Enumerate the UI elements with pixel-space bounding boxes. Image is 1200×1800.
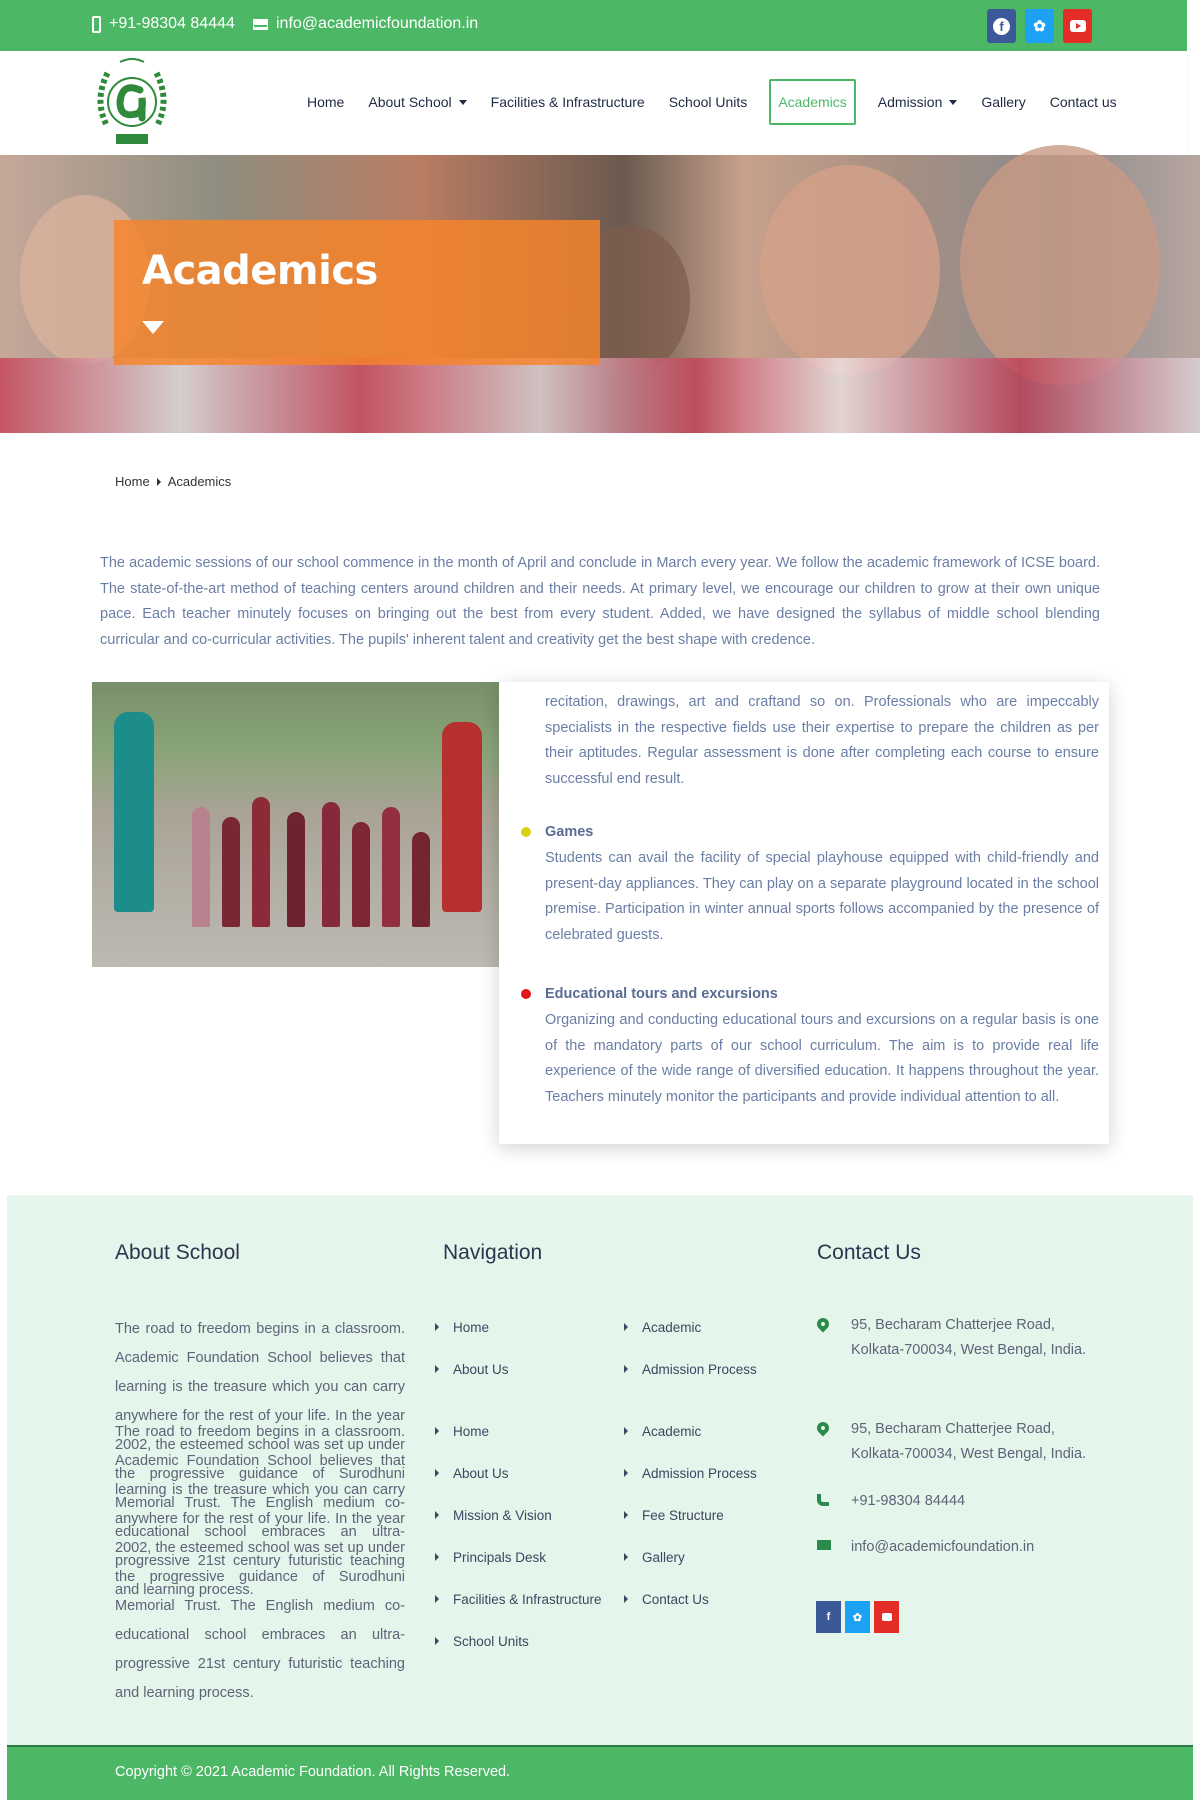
feature-games-text: Students can avail the facility of special playhouse equipped with child-friendly and present-day appliances. They can play on a separate playground located in the school premise. Participation in winter annual sports follows accompanied by the presence of celebrated guests. xyxy=(545,850,1099,943)
photo-person-shape xyxy=(442,722,482,912)
photo-person-shape xyxy=(382,807,400,927)
facebook-icon[interactable]: f xyxy=(987,9,1016,43)
caret-down-icon xyxy=(459,100,467,105)
footer-link-admission-process[interactable] xyxy=(624,1452,757,1494)
footer-link-label: Contact Us xyxy=(642,1591,709,1607)
caret-down-icon xyxy=(949,100,957,105)
footer-link-gallery[interactable] xyxy=(624,1536,757,1578)
footer-link-academic[interactable] xyxy=(624,1306,757,1348)
mobile-phone-icon xyxy=(92,16,101,33)
footer-about-text: The road to freedom begins in a classroom. Academic Foundation School believes that learning is the treasure which you can carry anywhere for the rest of your life. In the year 2002, the esteemed school was set up under the progressive guidance of Surodhuni Memorial Trust. The English medium co-educational school embraces an ultra-progressive 21st century futuristic teaching and learning process. xyxy=(115,1424,405,1701)
hero-banner xyxy=(0,155,1200,433)
photo-person-shape xyxy=(192,807,210,927)
map-pin-icon xyxy=(815,1316,832,1333)
footer-link-label: Academic xyxy=(642,1319,702,1335)
top-phone[interactable] xyxy=(92,15,235,33)
footer-link-facilities[interactable] xyxy=(435,1578,602,1620)
caret-right-icon xyxy=(624,1469,628,1477)
feature-games-title xyxy=(545,824,1099,840)
footer-link-fee-structure[interactable] xyxy=(624,1494,757,1536)
twitter-icon[interactable]: ✿ xyxy=(845,1601,870,1633)
hero-photo-shape xyxy=(760,165,940,375)
card-lead-text: recitation, drawings, art and craftand so on. Professionals who are impeccably specialists in the respective fields use their expertise to prepare the children as per their aptitudes. Regular assessment is done after completing each course to ensure successful end result. xyxy=(545,694,1099,787)
footer-link-label: Home xyxy=(453,1319,490,1335)
photo-person-shape xyxy=(412,832,430,927)
footer-nav-short-right xyxy=(624,1306,757,1390)
footer-link-contact[interactable] xyxy=(624,1578,757,1620)
hero-photo-shape xyxy=(0,358,1200,433)
footer-link-about[interactable] xyxy=(435,1348,509,1390)
caret-right-icon xyxy=(624,1427,628,1435)
feature-tours-title xyxy=(545,986,1099,1002)
main-navigation xyxy=(295,79,1129,125)
site-footer xyxy=(7,1195,1193,1745)
footer-link-label: About Us xyxy=(453,1361,509,1377)
caret-right-icon xyxy=(624,1323,628,1331)
footer-nav-left xyxy=(435,1410,602,1662)
photo-person-shape xyxy=(252,797,270,927)
intro-paragraph: The academic sessions of our school commence in the month of April and conclude in March every year. We follow the academic framework of ICSE board. The state-of-the-art method of teaching centers around children and their needs. At primary level, we encourage our children to grow at their own unique pace. Each teacher minutely focuses on bringing out the best from every student. Added, we have designed the syllabus of middle school blending curricular and co-curricular activities. The pupils' inherent talent and creativity get the best shape with credence. xyxy=(100,555,1100,648)
site-header xyxy=(0,51,1187,155)
breadcrumb-current: Academics xyxy=(167,474,232,489)
nav-facilities-label: Facilities & Infrastructure xyxy=(490,94,645,110)
photo-person-shape xyxy=(114,712,154,912)
footer-email-text: info@academicfoundation.in xyxy=(851,1539,1035,1555)
footer-nav-short-left xyxy=(435,1306,509,1390)
youtube-icon[interactable] xyxy=(1063,9,1092,43)
caret-right-icon xyxy=(435,1427,439,1435)
footer-about-text-preview: The road to freedom begins in a classroom. Academic Foundation School believes that learning is the treasure which you can carry anywhere for the rest of your life. In the year 2002, the esteemed school was set up under the progressive guidance of Surodhuni Memorial Trust. The English medium co-educational school embraces an ultra-progressive 21st century futuristic teaching and learning process. xyxy=(115,1321,405,1598)
bullet-dot-icon xyxy=(521,827,531,837)
footer-address xyxy=(817,1417,1086,1467)
caret-right-icon xyxy=(624,1365,628,1373)
nav-gallery-label: Gallery xyxy=(981,94,1026,110)
caret-right-icon xyxy=(157,478,161,486)
nav-home-label: Home xyxy=(307,94,345,110)
footer-link-label: Admission Process xyxy=(642,1465,757,1481)
school-logo[interactable] xyxy=(92,54,172,150)
footer-nav-heading: Navigation xyxy=(443,1241,543,1264)
caret-right-icon xyxy=(435,1365,439,1373)
footer-link-mission[interactable] xyxy=(435,1494,602,1536)
footer-link-principals-desk[interactable] xyxy=(435,1536,602,1578)
nav-home[interactable] xyxy=(295,79,356,125)
envelope-icon xyxy=(253,19,268,30)
footer-link-label: Facilities & Infrastructure xyxy=(453,1591,602,1607)
caret-right-icon xyxy=(435,1323,439,1331)
footer-link-admission-process[interactable] xyxy=(624,1348,757,1390)
youtube-icon[interactable] xyxy=(874,1601,899,1633)
top-phone-text: +91-98304 84444 xyxy=(109,15,235,32)
page-title: Academics xyxy=(142,248,378,294)
footer-social-links xyxy=(816,1601,899,1633)
footer-link-label: Gallery xyxy=(642,1549,685,1565)
photo-person-shape xyxy=(287,812,305,927)
breadcrumb xyxy=(115,474,231,489)
nav-academics[interactable] xyxy=(769,79,855,125)
nav-facilities[interactable] xyxy=(479,79,657,125)
nav-contact-label: Contact us xyxy=(1049,94,1117,110)
phone-icon xyxy=(817,1494,829,1506)
footer-email[interactable] xyxy=(817,1535,1034,1560)
address-line-1: 95, Becharam Chatterjee Road, xyxy=(851,1317,1055,1333)
top-contact-bar xyxy=(0,0,1187,51)
bullet-dot-icon xyxy=(521,989,531,999)
photo-person-shape xyxy=(322,802,340,927)
address-line-2: Kolkata-700034, West Bengal, India. xyxy=(851,1342,1087,1358)
map-pin-icon xyxy=(815,1420,832,1437)
footer-link-label: About Us xyxy=(453,1465,509,1481)
nav-academics-label: Academics xyxy=(778,94,847,110)
caret-right-icon xyxy=(435,1595,439,1603)
top-email-text: info@academicfoundation.in xyxy=(276,15,479,32)
footer-phone[interactable] xyxy=(817,1489,965,1514)
footer-link-label: Fee Structure xyxy=(642,1507,724,1523)
facebook-icon[interactable]: f xyxy=(816,1601,841,1633)
address-line-1: 95, Becharam Chatterjee Road, xyxy=(851,1421,1055,1437)
footer-contact-heading: Contact Us xyxy=(817,1241,921,1264)
photo-person-shape xyxy=(352,822,370,927)
footer-link-about[interactable] xyxy=(435,1452,602,1494)
top-social-links xyxy=(987,9,1092,43)
top-email[interactable] xyxy=(253,15,478,33)
caret-right-icon xyxy=(435,1469,439,1477)
footer-link-label: Admission Process xyxy=(642,1361,757,1377)
hero-title-box xyxy=(114,220,600,365)
footer-link-label: Principals Desk xyxy=(453,1549,547,1565)
footer-link-label: School Units xyxy=(453,1633,529,1649)
footer-link-school-units[interactable] xyxy=(435,1620,602,1662)
footer-link-label: Academic xyxy=(642,1423,702,1439)
hero-photo-shape xyxy=(960,145,1160,385)
footer-link-home[interactable] xyxy=(435,1410,602,1452)
footer-link-academic[interactable] xyxy=(624,1410,757,1452)
footer-link-label: Home xyxy=(453,1423,490,1439)
students-excursion-photo xyxy=(92,682,499,967)
breadcrumb-home[interactable]: Home xyxy=(115,474,150,489)
feature-educational-tours xyxy=(545,986,1099,1110)
feature-games xyxy=(545,824,1099,948)
nav-school-units[interactable] xyxy=(657,79,760,125)
envelope-icon xyxy=(817,1540,831,1550)
caret-right-icon xyxy=(435,1511,439,1519)
footer-link-home[interactable] xyxy=(435,1306,509,1348)
footer-phone-text: +91-98304 84444 xyxy=(851,1493,966,1509)
footer-about-preview xyxy=(115,1315,405,1598)
feature-games-title-text: Games xyxy=(545,824,594,840)
copyright-text: Copyright © 2021 Academic Foundation. All Rights Reserved. xyxy=(115,1764,511,1780)
caret-right-icon xyxy=(624,1511,628,1519)
caret-right-icon xyxy=(435,1553,439,1561)
twitter-icon[interactable]: ✿ xyxy=(1025,9,1054,43)
nav-contact[interactable] xyxy=(1038,79,1129,125)
footer-about-heading: About School xyxy=(115,1241,240,1264)
nav-about-school-label: About School xyxy=(368,94,452,110)
nav-gallery[interactable] xyxy=(969,79,1037,125)
footer-nav-right xyxy=(624,1410,757,1620)
triangle-down-icon xyxy=(142,321,164,334)
nav-about-school[interactable] xyxy=(356,79,478,125)
nav-admission-label: Admission xyxy=(877,94,943,110)
caret-right-icon xyxy=(435,1637,439,1645)
feature-tours-title-text: Educational tours and excursions xyxy=(545,986,778,1002)
address-line-2: Kolkata-700034, West Bengal, India. xyxy=(851,1446,1087,1462)
footer-link-label: Mission & Vision xyxy=(453,1507,552,1523)
photo-person-shape xyxy=(222,817,240,927)
academics-details-card xyxy=(499,682,1109,1144)
footer-address xyxy=(817,1313,1086,1363)
nav-admission[interactable] xyxy=(866,79,970,125)
caret-right-icon xyxy=(624,1595,628,1603)
nav-school-units-label: School Units xyxy=(668,94,748,110)
caret-right-icon xyxy=(624,1553,628,1561)
copyright-bar xyxy=(7,1745,1193,1800)
feature-tours-text: Organizing and conducting educational tours and excursions on a regular basis is one of the mandatory parts of our school curriculum. The aim is to provide real life experience of the wide range of diversified education. It happens throughout the year. Teachers minutely monitor the participants and provide individual attention to all. xyxy=(545,1012,1099,1105)
